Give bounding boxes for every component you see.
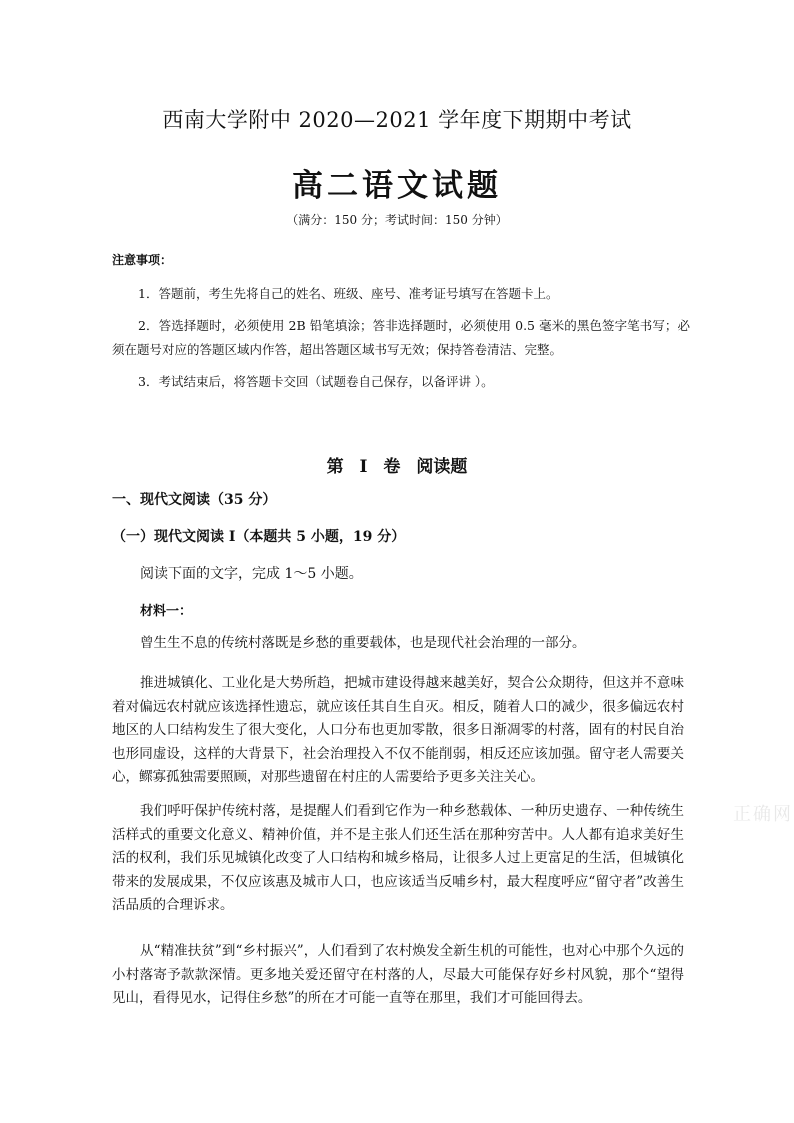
exam-meta: （满分：150 分；考试时间：150 分钟） (286, 213, 508, 227)
notes-heading: 注意事项： (112, 253, 173, 267)
part-title (0, 452, 794, 477)
section-heading: 一、现代文阅读（35 分） (112, 492, 277, 508)
part-label: 第 I 卷 (326, 457, 401, 477)
paragraph: 从“精准扶贫”到“乡村振兴”，人们看到了农村焕发全新生机的可能性，也对心中那个久远的小村落寄予款款深情。更多地关爱还留守在村落的人，尽最大可能保存好乡村风貌，那个“望得见山，看得见水，记得住乡愁”的所在才可能一直等在那里，我们才可能回得去。 (112, 943, 684, 1007)
part-name: 阅读题 (416, 457, 468, 477)
paragraph: 曾生生不息的传统村落既是乡愁的重要载体，也是现代社会治理的一部分。 (140, 635, 586, 651)
note-item (112, 282, 690, 306)
paragraph: 我们呼吁保护传统村落，是提醒人们看到它作为一种乡愁载体、一种历史遗存、一种传统生活样式的重要文化意义、精神价值，并不是主张人们还生活在那种穷苦中。人人都有追求美好生活的权利，我们乐见城镇化改变了人口结构和城乡格局，让很多人过上更富足的生活，但城镇化带来的发展成果，不仅应该惠及城市人口，也应该适当反哺乡村，最大程度呼应“留守者”改善生活品质的合理诉求。 (112, 803, 684, 914)
note-text: 3．考试结束后，将答题卡交回（试题卷自己保存，以备评讲 ）。 (138, 374, 494, 389)
note-item (112, 370, 690, 394)
reading-instruction: 阅读下面的文字，完成 1～5 小题。 (140, 566, 363, 582)
paragraph: 推进城镇化、工业化是大势所趋，把城市建设得越来越美好，契合公众期待，但这并不意味着对偏远农村就应该选择性遗忘，就应该任其自生自灭。相反，随着人口的减少，很多偏远农村地区的人口结构发生了很大变化，人口分布也更加零散，很多日渐凋零的村落，固有的村民自治也形同虚设，这样的大背景下，社会治理投入不仅不能削弱，相反还应该加强。留守老人需要关心，鳏寡孤独需要照顾，对那些遗留在村庄的人需要给予更多关注关心。 (112, 675, 684, 786)
school-title: 西南大学附中 2020—2021 学年度下期期中考试 (162, 108, 632, 132)
note-text: 1．答题前，考生先将自己的姓名、班级、座号、准考证号填写在答题卡上。 (138, 286, 559, 301)
exam-title: 高二语文试题 (292, 168, 502, 204)
note-item (112, 314, 690, 362)
watermark: 正确网 (733, 804, 793, 825)
note-text: 2．答选择题时，必须使用 2B 铅笔填涂；答非选择题时，必须使用 0.5 毫米的黑色签字笔书写；必须在题号对应的答题区域内作答，超出答题区域书写无效；保持答卷清洁、完整。 (112, 318, 690, 357)
subsection-heading: （一）现代文阅读 I（本题共 5 小题，19 分） (112, 529, 406, 545)
material-heading: 材料一： (140, 604, 193, 619)
